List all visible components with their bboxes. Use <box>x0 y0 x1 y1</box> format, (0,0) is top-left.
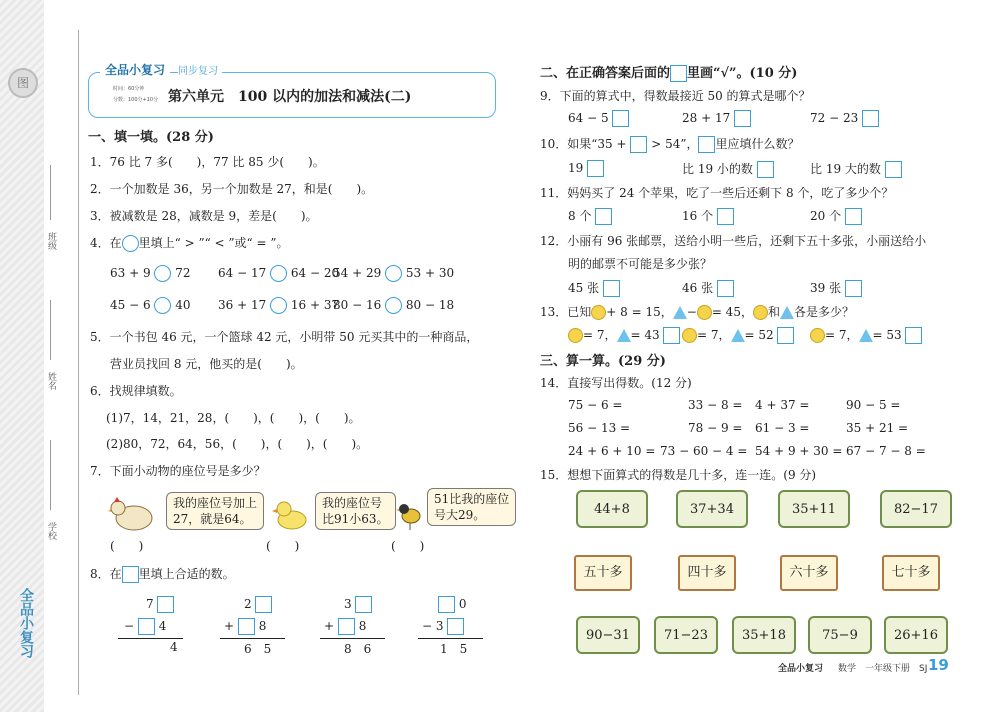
check-box[interactable] <box>845 280 862 297</box>
footer-subject: 数学 一年级下册 SJ <box>838 664 928 674</box>
expression-card[interactable]: 44+8 <box>576 490 648 528</box>
vcalc-3-top <box>344 596 372 613</box>
digit: 8 <box>258 619 267 633</box>
option-text: 16 个 <box>682 209 714 223</box>
school-field-label: 学校 <box>46 522 56 540</box>
q13-text: 和 <box>767 305 780 319</box>
digit-blank[interactable] <box>355 596 372 613</box>
yellow-circle-icon <box>568 328 583 343</box>
q13-text: 13．已知 <box>540 305 592 319</box>
compare-blank[interactable] <box>385 297 402 314</box>
q10-option-1 <box>568 160 604 177</box>
square-blank-icon <box>670 65 687 82</box>
digit-blank[interactable] <box>138 618 155 635</box>
expr: 64 − 20 <box>290 266 340 280</box>
class-field-label: 班级 <box>46 232 56 250</box>
vcalc-3-mid <box>324 618 366 635</box>
yellow-circle-icon <box>753 305 768 320</box>
answer-blank-hen[interactable]: ( ) <box>110 539 144 553</box>
digit-blank[interactable] <box>238 618 255 635</box>
duckling-icon <box>272 498 310 532</box>
brand-logo: 全品小复习 <box>100 61 170 78</box>
option-text: 8 个 <box>568 209 592 223</box>
q10-text-a: 10．如果“35 + <box>540 137 627 151</box>
operator: − <box>422 619 433 633</box>
sidebar-disc: 图 <box>8 68 38 98</box>
expr: 36 + 17 <box>218 298 267 312</box>
square-blank-icon <box>698 136 715 153</box>
question-6: 6．找规律填数。 <box>90 384 182 398</box>
question-3: 3．被减数是 28，减数是 9，差是( )。 <box>90 209 318 223</box>
yellow-circle-icon <box>591 305 606 320</box>
option-text: = 7， <box>583 328 617 342</box>
expression-card[interactable]: 75−9 <box>808 616 872 654</box>
sum-line <box>118 638 183 639</box>
option-text: = 53 <box>872 328 902 342</box>
q13-option-1 <box>568 326 680 344</box>
expr: 54 + 29 <box>333 266 382 280</box>
option-text: = 43 <box>630 328 660 342</box>
expression-card[interactable]: 26+16 <box>884 616 948 654</box>
answer-blank-bird[interactable]: ( ) <box>391 539 425 553</box>
bubble-line: 比91小63。 <box>322 512 389 526</box>
q4-row-2b <box>218 297 339 314</box>
page-number: 19 <box>928 656 949 674</box>
option-text: 比 19 小的数 <box>682 162 753 176</box>
vcalc-4-top <box>438 596 466 613</box>
vcalc-1-top <box>146 596 174 613</box>
check-box[interactable] <box>905 327 922 344</box>
vcalc-2-top <box>244 596 272 613</box>
q9-option-3 <box>810 110 879 127</box>
expression-card[interactable]: 37+34 <box>676 490 748 528</box>
section-2-title <box>540 62 797 82</box>
option-text: 20 个 <box>810 209 842 223</box>
yellow-circle-icon <box>810 328 825 343</box>
q11-option-1 <box>568 207 612 225</box>
unit-title: 第六单元 100 以内的加法和减法(二) <box>168 89 412 105</box>
q13-text: + 8 = 15， <box>606 305 673 319</box>
check-box[interactable] <box>603 280 620 297</box>
expression-card[interactable]: 82−17 <box>880 490 952 528</box>
question-15: 15．想想下面算式的得数是几十多，连一连。(9 分) <box>540 468 817 482</box>
question-1: 1．76 比 7 多( )，77 比 85 少( )。 <box>90 155 325 169</box>
answer-blank-duck[interactable]: ( ) <box>266 539 300 553</box>
sum-line <box>220 638 285 639</box>
vcalc-3-result: 8 6 <box>344 642 372 656</box>
calc-item: 54 + 9 + 30 = <box>755 444 843 458</box>
bubble-line: 51比我的座位 <box>434 492 510 506</box>
q12-option-3 <box>810 279 862 297</box>
option-text: = 52 <box>744 328 774 342</box>
class-field-rule <box>50 165 51 220</box>
q9-option-1 <box>568 110 629 127</box>
calc-item: 73 − 60 − 4 = <box>660 444 748 458</box>
expression-card[interactable]: 35+18 <box>732 616 796 654</box>
calc-item: 35 + 21 = <box>846 421 909 435</box>
option-text: 19 <box>568 161 584 175</box>
s2-title-a: 二、在正确答案后面的 <box>540 66 671 81</box>
answer-tag[interactable]: 七十多 <box>882 555 940 591</box>
triangle-icon <box>859 329 873 342</box>
expr: 72 <box>175 266 191 280</box>
digit-blank[interactable] <box>438 596 455 613</box>
operator: + <box>224 619 235 633</box>
digit-blank[interactable] <box>255 596 272 613</box>
speech-bubble-bird <box>427 488 516 526</box>
bird-icon <box>396 498 426 532</box>
question-10 <box>540 135 800 153</box>
q10-option-3 <box>810 160 902 178</box>
q13-text: − <box>686 305 697 319</box>
q13-option-3 <box>810 326 922 344</box>
bubble-line: 我的座位号 <box>322 496 383 510</box>
time-meta: 时间：60分钟 <box>113 86 145 92</box>
triangle-icon <box>673 306 687 319</box>
square-blank-icon <box>630 136 647 153</box>
header-subtitle: 同步复习 <box>178 62 222 77</box>
question-5-line-1: 5．一个书包 46 元，一个篮球 42 元，小明带 50 元买其中的一种商品， <box>90 330 479 344</box>
expression-card[interactable]: 35+11 <box>778 490 850 528</box>
question-7: 7．下面小动物的座位号是多少？ <box>90 464 266 478</box>
calc-item: 78 − 9 = <box>688 421 743 435</box>
q10-option-2 <box>682 160 774 178</box>
expr: 80 − 16 <box>333 298 382 312</box>
expression-card[interactable]: 71−23 <box>654 616 718 654</box>
sidebar-logo: 全品小复习 <box>18 588 34 658</box>
vcalc-4-mid <box>422 618 464 635</box>
digit: 2 <box>244 597 252 611</box>
digit: 7 <box>146 597 154 611</box>
question-2: 2．一个加数是 36，另一个加数是 27，和是( )。 <box>90 182 374 196</box>
name-field-label: 姓名 <box>46 372 56 390</box>
q4-row-2c <box>333 297 454 314</box>
answer-tag[interactable]: 四十多 <box>678 555 736 591</box>
yellow-circle-icon <box>682 328 697 343</box>
check-box[interactable] <box>885 161 902 178</box>
check-box[interactable] <box>595 208 612 225</box>
digit-blank[interactable] <box>157 596 174 613</box>
digit: 3 <box>435 619 444 633</box>
check-box[interactable] <box>717 208 734 225</box>
section-1-title: 一、填一填。(28 分) <box>88 130 214 145</box>
q10-text-c: 里应填什么数？ <box>715 137 800 151</box>
compare-blank[interactable] <box>270 297 287 314</box>
square-blank-icon <box>122 566 139 583</box>
option-text: 45 张 <box>568 281 600 295</box>
digit: 8 <box>358 619 367 633</box>
expression-card[interactable]: 90−31 <box>576 616 640 654</box>
option-text: = 7， <box>697 328 731 342</box>
check-box[interactable] <box>663 327 680 344</box>
question-13 <box>540 303 854 320</box>
question-8-stem <box>90 565 235 583</box>
q13-option-2 <box>682 326 794 344</box>
q12-option-1 <box>568 279 620 297</box>
vcalc-1-result: 4 <box>170 640 178 654</box>
digit-blank[interactable] <box>447 618 464 635</box>
q11-option-3 <box>810 207 862 225</box>
question-14: 14．直接写出得数。(12 分) <box>540 376 692 390</box>
question-12-line-2: 明的邮票不可能是多少张？ <box>568 257 713 271</box>
check-box[interactable] <box>734 110 751 127</box>
option-text: 比 19 大的数 <box>810 162 881 176</box>
operator: − <box>124 619 135 633</box>
question-11: 11．妈妈买了 24 个苹果，吃了一些后还剩下 8 个，吃了多少个？ <box>540 186 894 200</box>
bubble-line: 我的座位号加上 <box>173 496 258 510</box>
bubble-line: 号大29。 <box>434 508 486 522</box>
question-12-line-1: 12．小丽有 96 张邮票，送给小明一些后，还剩下五十多张，小丽送给小 <box>540 234 927 248</box>
q8-text-b: 里填上合适的数。 <box>138 567 235 581</box>
triangle-icon <box>780 306 794 319</box>
q8-text-a: 8．在 <box>90 567 122 581</box>
hen-icon <box>108 494 156 534</box>
speech-bubble-duck <box>315 492 396 530</box>
section-3-title: 三、算一算。(29 分) <box>540 354 666 369</box>
digit: 0 <box>458 597 467 611</box>
calc-item: 33 − 8 = <box>688 398 743 412</box>
calc-item: 4 + 37 = <box>755 398 810 412</box>
option-text: = 7， <box>825 328 859 342</box>
option-text: 72 − 23 <box>810 111 859 125</box>
check-box[interactable] <box>845 208 862 225</box>
q12-option-2 <box>682 279 734 297</box>
question-6-part-1: (1)7，14，21，28，( )，( )，( )。 <box>106 411 361 425</box>
compare-blank[interactable] <box>385 265 402 282</box>
footer-brand: 全品小复习 <box>778 664 824 674</box>
check-box[interactable] <box>757 161 774 178</box>
q10-text-b: > 54”， <box>651 137 699 151</box>
calc-item: 75 − 6 = <box>568 398 623 412</box>
yellow-circle-icon <box>697 305 712 320</box>
bubble-line: 27，就是64。 <box>173 512 252 526</box>
question-6-part-2: (2)80，72，64，56，( )，( )，( )。 <box>106 437 369 451</box>
q4-row-2 <box>110 297 191 314</box>
sum-line <box>418 638 483 639</box>
q4-row-1 <box>110 265 191 282</box>
calc-item: 24 + 6 + 10 = <box>568 444 656 458</box>
binding-line <box>78 30 79 695</box>
sum-line <box>320 638 385 639</box>
answer-tag[interactable]: 六十多 <box>780 555 838 591</box>
s2-title-b: 里画“√”。(10 分) <box>687 66 798 81</box>
q9-option-2 <box>682 110 751 127</box>
expr: 80 − 18 <box>405 298 455 312</box>
option-text: 46 张 <box>682 281 714 295</box>
question-4-stem <box>90 234 289 252</box>
calc-item: 90 − 5 = <box>846 398 901 412</box>
q4-row-1c <box>333 265 454 282</box>
q4-row-1b <box>218 265 339 282</box>
vcalc-2-mid <box>224 618 266 635</box>
vcalc-4-result: 1 5 <box>440 642 468 656</box>
name-field-rule <box>50 300 51 360</box>
expr: 64 − 17 <box>218 266 267 280</box>
q11-option-2 <box>682 207 734 225</box>
option-text: 64 − 5 <box>568 111 609 125</box>
check-box[interactable] <box>612 110 629 127</box>
option-text: 28 + 17 <box>682 111 731 125</box>
answer-tag[interactable]: 五十多 <box>574 555 632 591</box>
calc-item: 67 − 7 − 8 = <box>846 444 926 458</box>
expr: 40 <box>175 298 191 312</box>
q4-text-b: 里填上“ > ”“ < ”或“ = ”。 <box>138 236 289 250</box>
calc-item: 61 − 3 = <box>755 421 810 435</box>
option-text: 39 张 <box>810 281 842 295</box>
digit: 4 <box>158 619 167 633</box>
vcalc-2-result: 6 5 <box>244 642 272 656</box>
check-box[interactable] <box>717 280 734 297</box>
compare-blank[interactable] <box>154 265 171 282</box>
expr: 63 + 9 <box>110 266 151 280</box>
digit-blank[interactable] <box>338 618 355 635</box>
expr: 45 − 6 <box>110 298 151 312</box>
q13-text: 各是多少？ <box>793 305 854 319</box>
q13-text: = 45， <box>711 305 753 319</box>
compare-blank[interactable] <box>270 265 287 282</box>
q4-text-a: 4．在 <box>90 236 122 250</box>
check-box[interactable] <box>862 110 879 127</box>
score-meta: 分数：100分+10分 <box>113 97 159 103</box>
check-box[interactable] <box>587 160 604 177</box>
question-5-line-2: 营业员找回 8 元，他买的是( )。 <box>110 357 303 371</box>
triangle-icon <box>617 329 631 342</box>
vcalc-1-mid <box>124 618 166 635</box>
operator: + <box>324 619 335 633</box>
compare-blank[interactable] <box>154 297 171 314</box>
triangle-icon <box>731 329 745 342</box>
digit: 3 <box>344 597 352 611</box>
speech-bubble-hen <box>166 492 264 530</box>
expr: 53 + 30 <box>405 266 455 280</box>
question-9: 9．下面的算式中，得数最接近 50 的算式是哪个？ <box>540 89 811 103</box>
circle-blank-icon <box>122 235 139 252</box>
check-box[interactable] <box>777 327 794 344</box>
school-field-rule <box>50 440 51 510</box>
calc-item: 56 − 13 = <box>568 421 631 435</box>
expr: 16 + 37 <box>290 298 340 312</box>
